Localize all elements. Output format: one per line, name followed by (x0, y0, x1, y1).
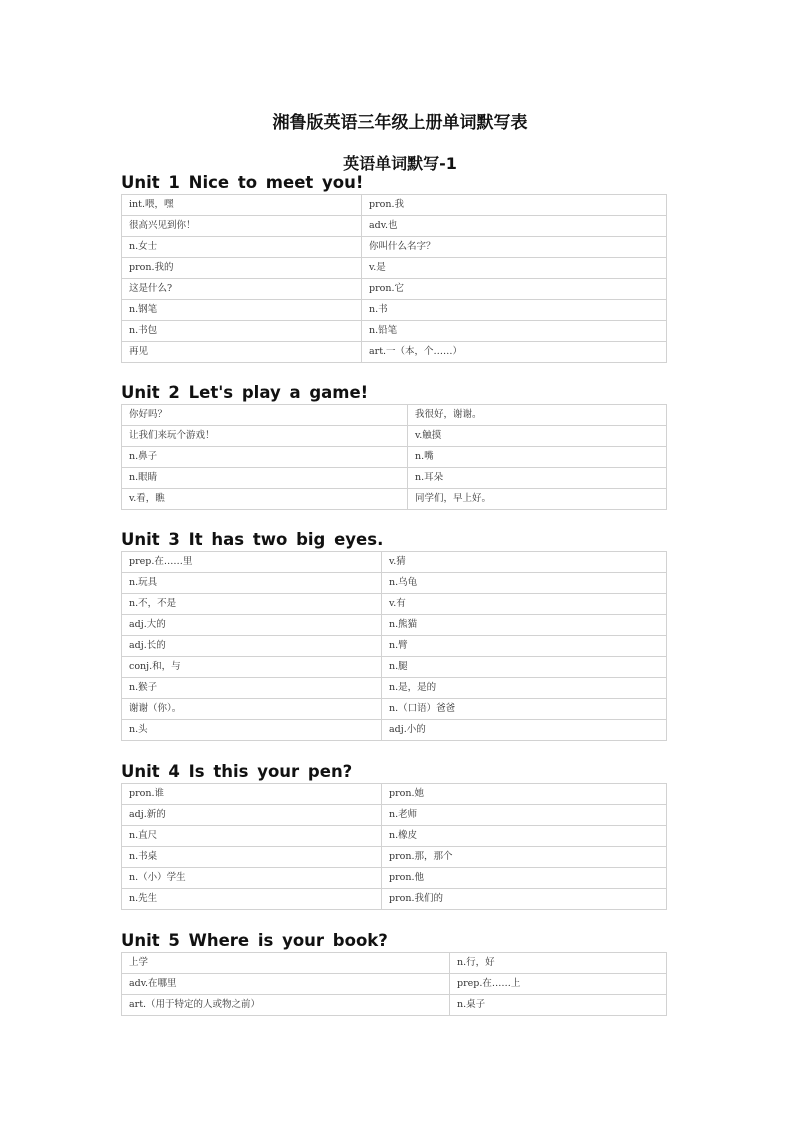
vocab-cell: pron.我们的 (382, 889, 667, 910)
vocab-table (121, 194, 667, 363)
vocab-cell: n.熊猫 (382, 615, 667, 636)
table-row (122, 699, 667, 720)
table-row (122, 657, 667, 678)
table-row (122, 237, 667, 258)
vocab-cell: n.腿 (382, 657, 667, 678)
table-row (122, 995, 667, 1016)
vocab-cell: 谢谢（你）。 (122, 699, 382, 720)
vocab-cell: 我很好，谢谢。 (408, 405, 667, 426)
vocab-cell: conj.和，与 (122, 657, 382, 678)
vocab-cell: adj.新的 (122, 805, 382, 826)
vocab-cell: v.看，瞧 (122, 489, 408, 510)
vocab-cell: n.橡皮 (382, 826, 667, 847)
document-subtitle: 英语单词默写-1 (343, 154, 457, 173)
document-title: 湘鲁版英语三年级上册单词默写表 (272, 113, 528, 133)
table-row (122, 805, 667, 826)
vocab-cell: adj.长的 (122, 636, 382, 657)
vocab-cell: 你好吗？ (122, 405, 408, 426)
table-row (122, 847, 667, 868)
vocab-cell: pron.它 (362, 279, 667, 300)
vocab-cell: n.先生 (122, 889, 382, 910)
table-row (122, 678, 667, 699)
vocab-cell: n.老师 (382, 805, 667, 826)
vocab-cell: n.行，好 (450, 953, 667, 974)
table-row (122, 615, 667, 636)
vocab-cell: pron.我的 (122, 258, 362, 279)
vocab-cell: 上学 (122, 953, 450, 974)
vocab-cell: n.不，不是 (122, 594, 382, 615)
vocab-cell: n.头 (122, 720, 382, 741)
vocab-cell: n.女士 (122, 237, 362, 258)
table-row (122, 868, 667, 889)
vocab-cell: n.眼睛 (122, 468, 408, 489)
vocab-cell: adj.大的 (122, 615, 382, 636)
table-row (122, 489, 667, 510)
unit-section (121, 930, 667, 1016)
unit-section (121, 761, 667, 910)
vocab-cell: n.书包 (122, 321, 362, 342)
unit-heading: Unit 2 Let's play a game! (121, 383, 369, 402)
table-row (122, 321, 667, 342)
vocab-table (121, 404, 667, 510)
table-row (122, 279, 667, 300)
vocab-cell: art.（用于特定的人或物之前） (122, 995, 450, 1016)
vocab-cell: pron.她 (382, 784, 667, 805)
table-row (122, 552, 667, 573)
vocab-cell: n.玩具 (122, 573, 382, 594)
unit-heading: Unit 1 Nice to meet you! (121, 173, 364, 192)
vocab-cell: pron.我 (362, 195, 667, 216)
vocab-cell: adv.也 (362, 216, 667, 237)
vocab-cell: 再见 (122, 342, 362, 363)
vocab-cell: pron.他 (382, 868, 667, 889)
unit-section (121, 172, 667, 363)
table-row (122, 953, 667, 974)
table-row (122, 974, 667, 995)
table-row (122, 216, 667, 237)
vocab-cell: adj.小的 (382, 720, 667, 741)
table-row (122, 426, 667, 447)
vocab-cell: n.耳朵 (408, 468, 667, 489)
vocab-cell: prep.在……上 (450, 974, 667, 995)
vocab-cell: n.臂 (382, 636, 667, 657)
vocab-cell: 让我们来玩个游戏！ (122, 426, 408, 447)
vocab-cell: n.嘴 (408, 447, 667, 468)
vocab-cell: n.铅笔 (362, 321, 667, 342)
unit-section (121, 382, 667, 510)
vocab-cell: v.猜 (382, 552, 667, 573)
table-row (122, 258, 667, 279)
table-row (122, 594, 667, 615)
table-row (122, 636, 667, 657)
vocab-cell: v.是 (362, 258, 667, 279)
table-row (122, 468, 667, 489)
vocab-cell: n.直尺 (122, 826, 382, 847)
vocab-cell: pron.那，那个 (382, 847, 667, 868)
vocab-cell: n.书 (362, 300, 667, 321)
vocab-cell: v.有 (382, 594, 667, 615)
table-row (122, 889, 667, 910)
vocab-cell: n.桌子 (450, 995, 667, 1016)
unit-heading: Unit 5 Where is your book? (121, 931, 388, 950)
vocab-cell: 这是什么? (122, 279, 362, 300)
unit-heading: Unit 4 Is this your pen? (121, 762, 353, 781)
vocab-cell: 很高兴见到你！ (122, 216, 362, 237)
unit-section (121, 529, 667, 741)
vocab-cell: int.喂，嘿 (122, 195, 362, 216)
unit-heading: Unit 3 It has two big eyes. (121, 530, 384, 549)
vocab-cell: art.一（本，个……） (362, 342, 667, 363)
vocab-cell: adv.在哪里 (122, 974, 450, 995)
vocab-cell: n.鼻子 (122, 447, 408, 468)
vocab-cell: v.触摸 (408, 426, 667, 447)
vocab-table (121, 952, 667, 1016)
vocab-cell: n.钢笔 (122, 300, 362, 321)
vocab-cell: n.乌龟 (382, 573, 667, 594)
table-row (122, 342, 667, 363)
table-row (122, 447, 667, 468)
vocab-table (121, 551, 667, 741)
vocab-table (121, 783, 667, 910)
table-row (122, 826, 667, 847)
vocab-cell: 同学们，早上好。 (408, 489, 667, 510)
table-row (122, 573, 667, 594)
vocab-cell: 你叫什么名字？ (362, 237, 667, 258)
vocab-cell: n.猴子 (122, 678, 382, 699)
table-row (122, 405, 667, 426)
table-row (122, 720, 667, 741)
vocab-cell: n.（口语）爸爸 (382, 699, 667, 720)
vocab-cell: n.书桌 (122, 847, 382, 868)
vocab-cell: pron.谁 (122, 784, 382, 805)
table-row (122, 784, 667, 805)
vocab-cell: n.（小）学生 (122, 868, 382, 889)
vocab-cell: prep.在……里 (122, 552, 382, 573)
table-row (122, 195, 667, 216)
vocab-cell: n.是，是的 (382, 678, 667, 699)
table-row (122, 300, 667, 321)
